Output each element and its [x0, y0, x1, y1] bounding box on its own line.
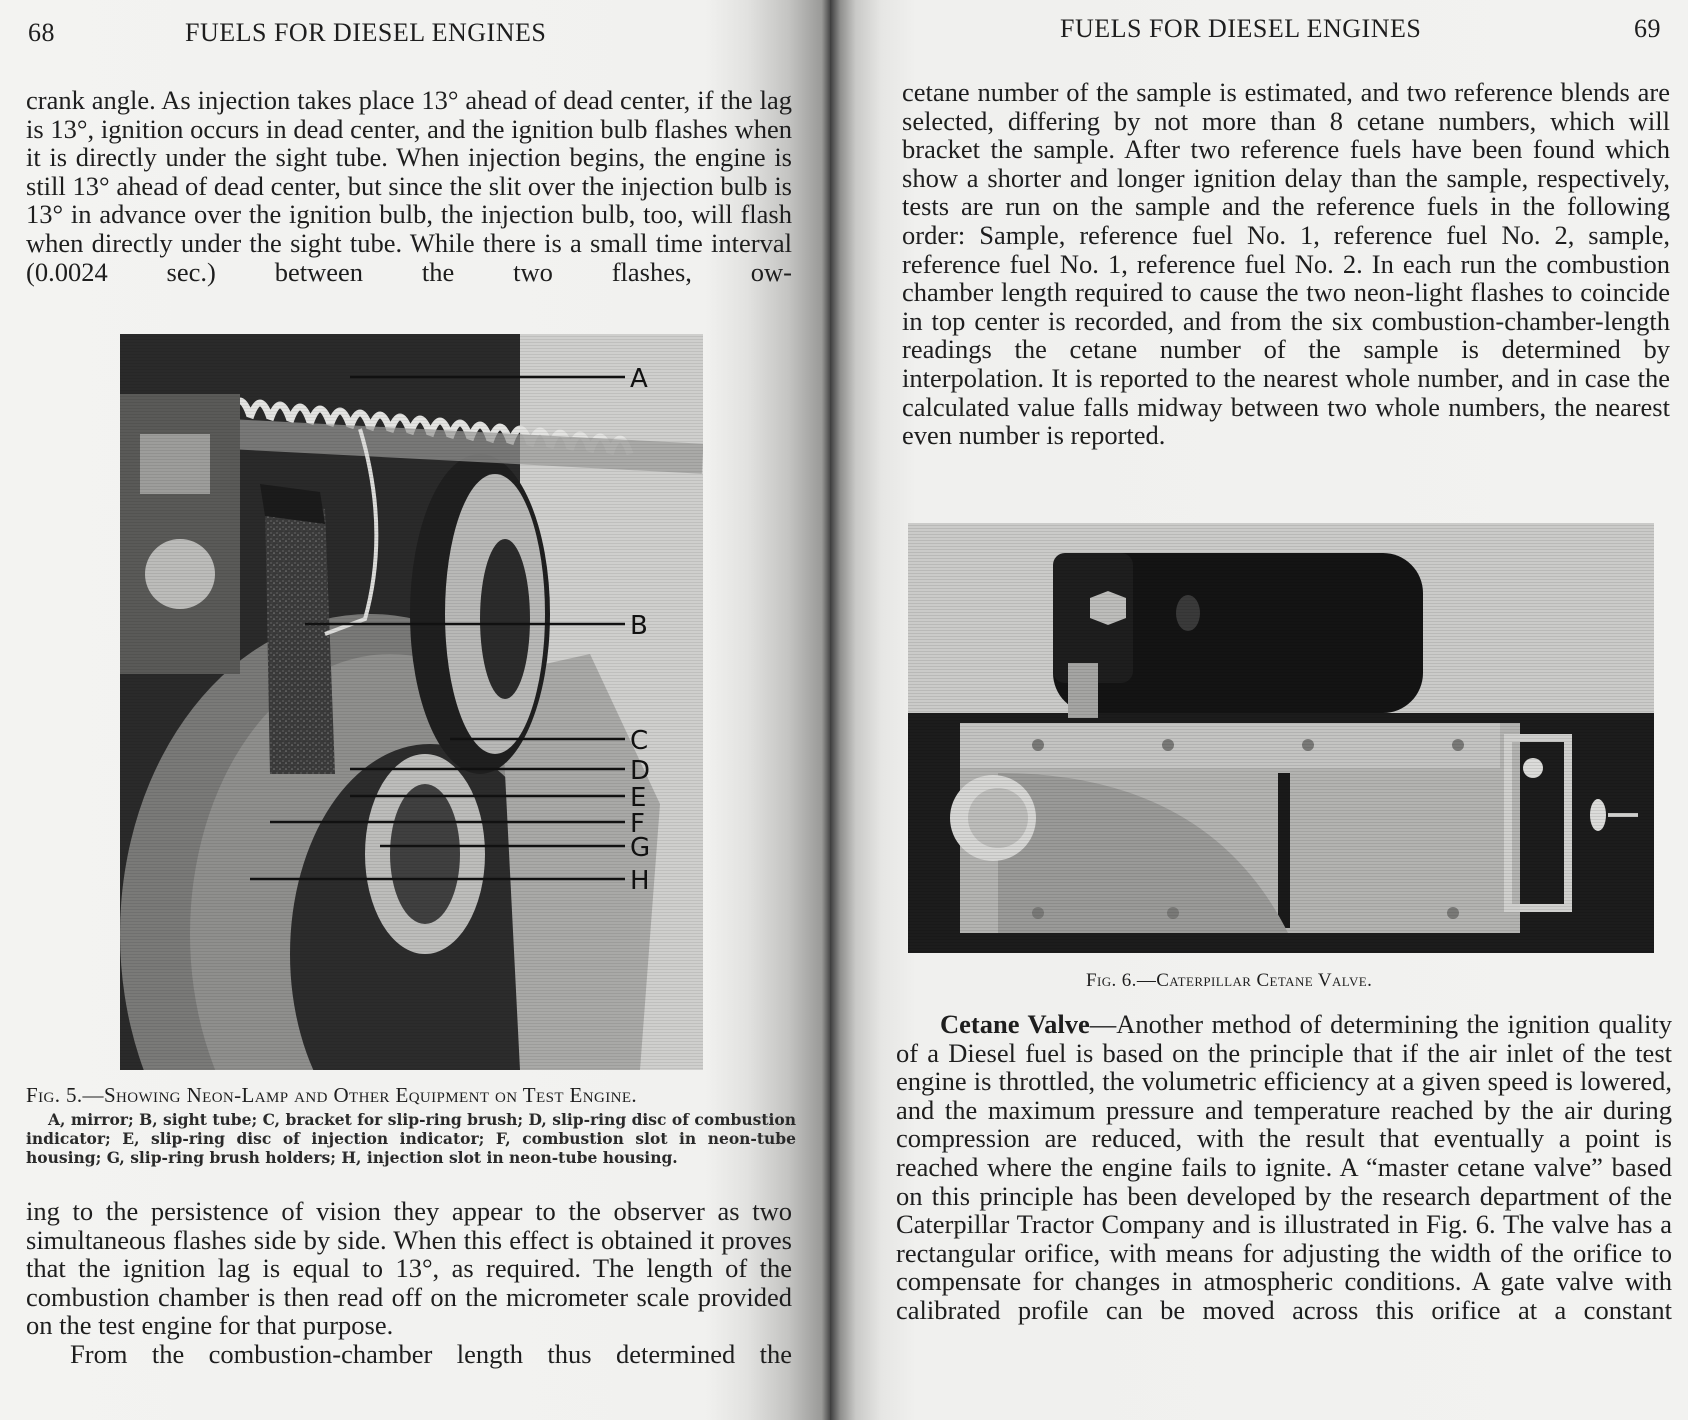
- figure-5-photo: [120, 334, 703, 1070]
- page-number: 69: [1634, 14, 1661, 43]
- page-number: 68: [28, 18, 55, 47]
- figure-label-d: D: [630, 756, 651, 786]
- running-title: FUELS FOR DIESEL ENGINES: [185, 18, 547, 47]
- figure-5-caption: Fig. 5.—Showing Neon-Lamp and Other Equipment on Test Engine.: [26, 1083, 638, 1107]
- paragraph-text: ing to the persistence of vision they appear to the observer as two simultaneous flashes side by side. When this effect is obtained it proves that the ignition lag is equal to 13°, as required. The length of the combustion chamber is then read off on the micrometer scale provided on the test engine for that purpose.: [26, 1196, 792, 1341]
- figure-label-c: C: [630, 726, 649, 756]
- figure-label-f: F: [630, 809, 645, 839]
- legend-text: A, mirror; B, sight tube; C, bracket for slip-ring brush; D, slip-ring disc of combustion indicator; E, slip-ring disc of injection indicator; F, combustion slot in neon-tube housing; G, slip-ring brush holders; H, injection slot in neon-tube housing.: [26, 1110, 796, 1167]
- figure-label-g: G: [630, 833, 651, 863]
- paragraph-text: From the combustion-chamber length thus determined the: [70, 1338, 792, 1369]
- figure-label-a: A: [630, 364, 648, 394]
- paragraph-text: cetane number of the sample is estimated, and two reference blends are selected, differing by not more than 8 cetane numbers, which will bracket the sample. After two reference fuels have been found which show a shorter and longer ignition delay than the sample, respectively, tests are run on the sample and the reference fuels in the following order: Sample, reference fuel No. 1, reference fuel No. 2, sample, reference fuel No. 1, reference fuel No. 2. In each run the combustion chamber length required to cause the two neon-light flashes to coincide in top center is recorded, and from the six combustion-chamber-length readings the cetane number of the sample is determined by interpolation. It is reported to the nearest whole number, and in case the calculated value falls midway between two whole numbers, the nearest even number is reported.: [902, 77, 1670, 451]
- body-paragraph: [26, 86, 792, 286]
- cetane-valve-illustration: [908, 523, 1654, 953]
- section-heading: Cetane Valve: [940, 1009, 1090, 1039]
- figure-label-e: E: [630, 783, 647, 813]
- engine-photo-illustration: [120, 334, 703, 1070]
- paragraph-text: —Another method of determining the ignition quality of a Diesel fuel is based on the principle that if the air inlet of the test engine is throttled, the volumetric efficiency at a given speed is lowered, and the maximum pressure and temperature reached by the air during compression are reduced, with the result that eventually a point is reached where the engine fails to ignite. A “master cetane valve” based on this principle has been developed by the research department of the Caterpillar Tractor Company and is illustrated in Fig. 6. The valve has a rectangular orifice, with means for adjusting the width of the orifice to compensate for changes in atmospheric conditions. A gate valve with calibrated profile can be moved across this orifice at a constant: [896, 1009, 1672, 1325]
- running-title: FUELS FOR DIESEL ENGINES: [1060, 14, 1422, 43]
- figure-6-caption: Fig. 6.—Caterpillar Cetane Valve.: [1086, 970, 1373, 991]
- figure-label-h: H: [630, 866, 650, 896]
- paragraph-text: crank angle. As injection takes place 13° ahead of dead center, if the lag is 13°, ignition occurs in dead center, and the ignition bulb flashes when it is directly under the sight tube. When injection begins, the engine is still 13° ahead of dead center, but since the slit over the injection bulb is 13° in advance over the ignition bulb, the injection bulb, too, will flash when directly under the sight tube. While there is a small time interval (0.0024 sec.) between the two flashes, ow-: [26, 85, 792, 287]
- body-paragraph: [896, 1010, 1672, 1325]
- body-paragraph: [26, 1197, 792, 1369]
- figure-6-photo: [908, 523, 1654, 953]
- body-paragraph: [902, 78, 1670, 450]
- figure-5-legend: [26, 1110, 796, 1167]
- figure-label-b: B: [630, 611, 648, 641]
- section-paragraph: [896, 1010, 1672, 1325]
- right-page: [830, 0, 1688, 1420]
- left-page: [0, 0, 830, 1420]
